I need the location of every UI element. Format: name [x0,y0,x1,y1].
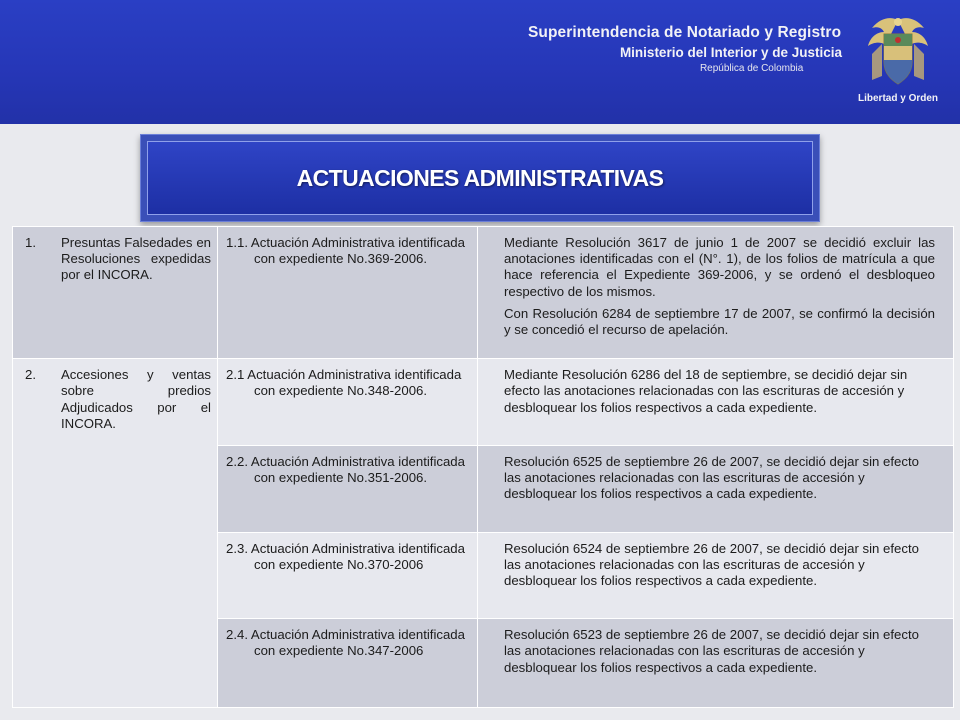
actuacion-cell [218,532,478,619]
actuacion-text: 1.1. Actuación Administrativa identificada con expediente No.369-2006. [226,235,465,267]
resolucion-cell [478,227,954,359]
title-frame [140,134,820,222]
actuacion-cell [218,359,478,446]
item-cell [13,359,218,708]
actuacion-text: 2.1 Actuación Administrativa identificada con expediente No.348-2006. [226,367,462,399]
item-number: 1. [25,235,36,250]
resolucion-cell [478,445,954,532]
resolucion-text: Resolución 6524 de septiembre 26 de 2007, se decidió dejar sin efecto las anotaciones relacionadas con las escrituras de accesión y desbloquear los folios respectivos a cada expediente. [504,540,919,588]
resolucion-cell [478,532,954,619]
org-line-1: Superintendencia de Notariado y Registro [527,24,842,41]
resolucion-text: Resolución 6525 de septiembre 26 de 2007, se decidió dejar sin efecto las anotaciones relacionadas con las escrituras de accesión y desbloquear los folios respectivos a cada expediente. [504,453,919,502]
header-banner [0,0,960,124]
org-line-2: Ministerio del Interior y de Justicia [619,45,842,60]
org-line-3: República de Colombia [699,63,804,74]
item-text: Presuntas Falsedades en Resoluciones expedidas por el INCORA. [61,235,211,283]
coat-of-arms-icon [862,14,934,90]
table-row [13,359,954,446]
title-panel [147,141,813,215]
resolucion-paragraph: Con Resolución 6284 de septiembre 17 de 2007, se confirmó la decisión y se concedió el recurso de apelación. [504,305,935,338]
table-row [13,227,954,359]
actuacion-text: 2.2. Actuación Administrativa identificada con expediente No.351-2006. [226,453,465,486]
item-number: 2. [25,367,36,383]
item-text: Accesiones y ventas sobre predios Adjudicados por el INCORA. [61,367,211,431]
actuacion-text: 2.3. Actuación Administrativa identificada con expediente No.370-2006 [226,540,465,572]
resolucion-text: Mediante Resolución 6286 del 18 de septiembre, se decidió dejar sin efecto las anotaciones relacionadas con las escrituras de accesión y desbloquear los folios respectivos a cada expediente. [504,367,908,415]
resolucion-paragraph: Mediante Resolución 3617 de junio 1 de 2007 se decidió excluir las anotaciones identificadas con el (N°. 1), de los folios de matrícula a que hace referencia el Expediente 369-2006, y se ordenó el desbloqueo respectivo de los mismos. [504,235,935,299]
actuacion-text: 2.4. Actuación Administrativa identificada con expediente No.347-2006 [226,627,465,659]
resolucion-text: Resolución 6523 de septiembre 26 de 2007, se decidió dejar sin efecto las anotaciones relacionadas con las escrituras de accesión y desbloquear los folios respectivos a cada expediente. [504,627,919,675]
resolucion-cell [478,359,954,446]
item-cell [13,227,218,359]
actuacion-cell [218,619,478,708]
actuacion-cell [218,445,478,532]
page-title: ACTUACIONES ADMINISTRATIVAS [296,164,664,191]
motto: Libertad y Orden [858,93,939,104]
actuacion-cell [218,227,478,359]
actuaciones-table [12,226,954,708]
resolucion-cell [478,619,954,708]
organization-name [528,24,842,74]
